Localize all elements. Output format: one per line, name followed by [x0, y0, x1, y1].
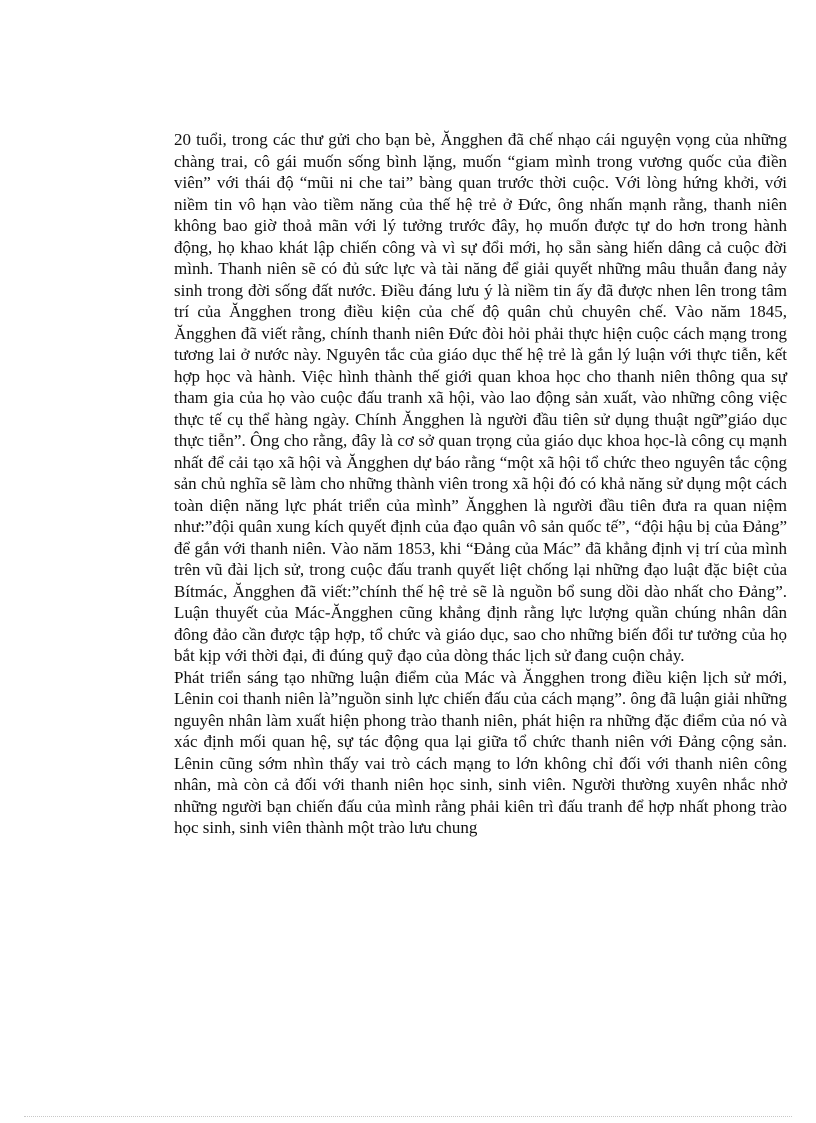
- page-bottom-border: [24, 1116, 792, 1117]
- paragraph-2: Phát triển sáng tạo những luận điểm của Mác và Ăngghen trong điều kiện lịch sử mới, Lênin coi thanh niên là”nguồn sinh lực chiến đấu của cách mạng”. ông đã luận giải những nguyên nhân làm xuất hiện phong trào thanh niên, phát hiện ra những đặc điểm của nó và xác định mối quan hệ, sự tác động qua lại giữa tổ chức thanh niên với Đảng cộng sản. Lênin cũng sớm nhìn thấy vai trò cách mạng to lớn không chỉ đối với thanh niên công nhân, mà còn cả đối với thanh niên học sinh, sinh viên. Người thường xuyên nhắc nhở những người bạn chiến đấu của mình rằng phải kiên trì đấu tranh để hợp nhất phong trào học sinh, sinh viên thành một trào lưu chung: [174, 667, 787, 837]
- body-text: [174, 129, 787, 839]
- paragraph-1: 20 tuổi, trong các thư gửi cho bạn bè, Ăngghen đã chế nhạo cái nguyện vọng của những chàng trai, cô gái muốn sống bình lặng, muốn “giam mình trong vương quốc của điền viên” với thái độ “mũi ni che tai” bàng quan trước thời cuộc. Với lòng hứng khởi, với niềm tin vô hạn vào tiềm năng của thế hệ trẻ ở Đức, ông nhấn mạnh rằng, thanh niên không bao giờ thoả mãn với lý tưởng trước đây, họ muốn được tự do hơn trong hành động, họ khao khát lập chiến công và vì sự đổi mới, họ sẵn sàng hiến dâng cả cuộc đời mình. Thanh niên sẽ có đủ sức lực và tài năng để giải quyết những mâu thuẫn đang nảy sinh trong đời sống đất nước. Điều đáng lưu ý là niềm tin ấy đã được nhen lên trong tâm trí của Ăngghen trong điều kiện của chế độ quân chủ chuyên chế. Vào năm 1845, Ăngghen đã viết rằng, chính thanh niên Đức đòi hỏi phải thực hiện cuộc cách mạng trong tương lai ở nước này. Nguyên tắc của giáo dục thế hệ trẻ là gắn lý luận với thực tiễn, kết hợp học và hành. Việc hình thành thế giới quan khoa học cho thanh niên thông qua sự tham gia của họ vào cuộc đấu tranh xã hội, vào lao động sản xuất, vào những công việc thực tế cụ thể hàng ngày. Chính Ăngghen là người đầu tiên sử dụng thuật ngữ”giáo dục thực tiễn”. Ông cho rằng, đây là cơ sở quan trọng của giáo dục khoa học-là công cụ mạnh nhất để cải tạo xã hội và Ăngghen dự báo rằng “một xã hội tổ chức theo nguyên tắc cộng sản chủ nghĩa sẽ làm cho những thành viên trong xã hội đó có khả năng sử dụng một cách toàn diện năng lực phát triển của mình” Ăngghen là người đầu tiên đưa ra quan niệm như:”đội quân xung kích quyết định của đạo quân vô sản quốc tế”, “đội hậu bị của Đảng” để gắn với thanh niên. Vào năm 1853, khi “Đảng của Mác” đã khẳng định vị trí của mình trên vũ đài lịch sử, trong cuộc đấu tranh quyết liệt chống lại những đạo luật đặc biệt của Bítmác, Ăngghen đã viết:”chính thế hệ trẻ sẽ là nguồn bổ sung dồi dào nhất cho Đảng”. Luận thuyết của Mác-Ăngghen cũng khẳng định rằng lực lượng quần chúng nhân dân đông đảo cần được tập hợp, tổ chức và giáo dục, sao cho những biến đổi tư tưởng của họ bắt kịp với thời đại, đi đúng quỹ đạo của dòng thác lịch sử đang cuộn chảy.: [174, 130, 787, 665]
